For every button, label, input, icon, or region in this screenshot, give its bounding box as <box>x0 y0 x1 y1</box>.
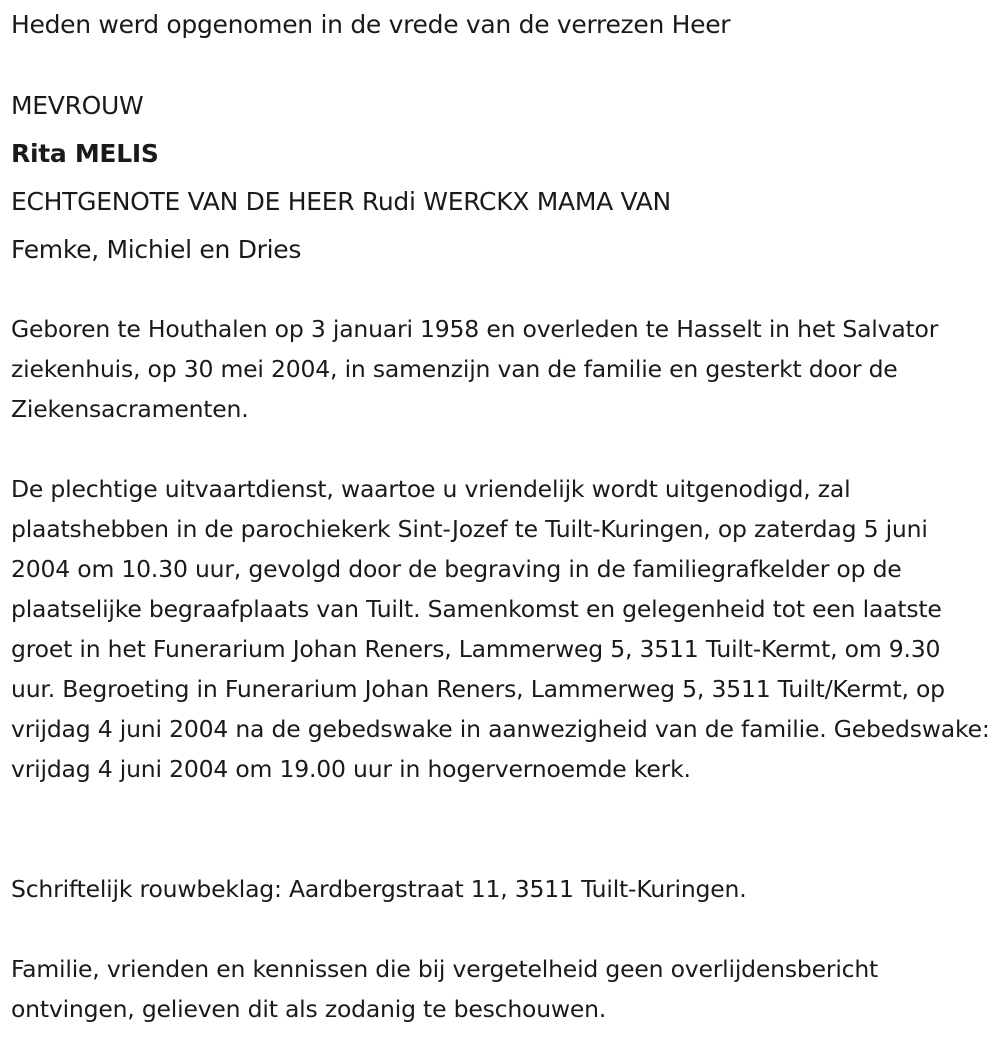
funeral-info-paragraph: De plechtige uitvaartdienst, waartoe u vriendelijk wordt uitgenodigd, zal plaatshebben in de parochiekerk Sint-Jozef te Tuilt-Kuringen, op zaterdag 5 juni 2004 om 10.30 uur, gevolgd door de begraving in de familiegrafkelder op de plaatselijke begraafplaats van Tuilt. Samenkomst en gelegenheid tot een laatste groet in het Funerarium Johan Reners, Lammerweg 5, 3511 Tuilt-Kermt, om 9.30 uur. Begroeting in Funerarium Johan Reners, Lammerweg 5, 3511 Tuilt/Kermt, op vrijdag 4 juni 2004 na de gebedswake in aanwezigheid van de familie. Gebedswake: vrijdag 4 juni 2004 om 19.00 uur in hogervernoemde kerk. <box>11 475 990 783</box>
spouse-line: ECHTGENOTE VAN DE HEER Rudi WERCKX MAMA VAN <box>11 187 671 216</box>
intro-line: Heden werd opgenomen in de vrede van de verrezen Heer <box>11 10 731 39</box>
deceased-name: Rita MELIS <box>11 139 159 168</box>
condolence-address: Schriftelijk rouwbeklag: Aardbergstraat 11, 3511 Tuilt-Kuringen. <box>11 875 747 903</box>
closing-note: Familie, vrienden en kennissen die bij vergetelheid geen overlijdensbericht ontvingen, gelieven dit als zodanig te beschouwen. <box>11 955 879 1023</box>
children-line: Femke, Michiel en Dries <box>11 235 302 264</box>
birth-death-paragraph: Geboren te Houthalen op 3 januari 1958 en overleden te Hasselt in het Salvator ziekenhuis, op 30 mei 2004, in samenzijn van de familie en gesterkt door de Ziekensacramenten. <box>11 315 939 423</box>
title-prefix: MEVROUW <box>11 91 144 120</box>
